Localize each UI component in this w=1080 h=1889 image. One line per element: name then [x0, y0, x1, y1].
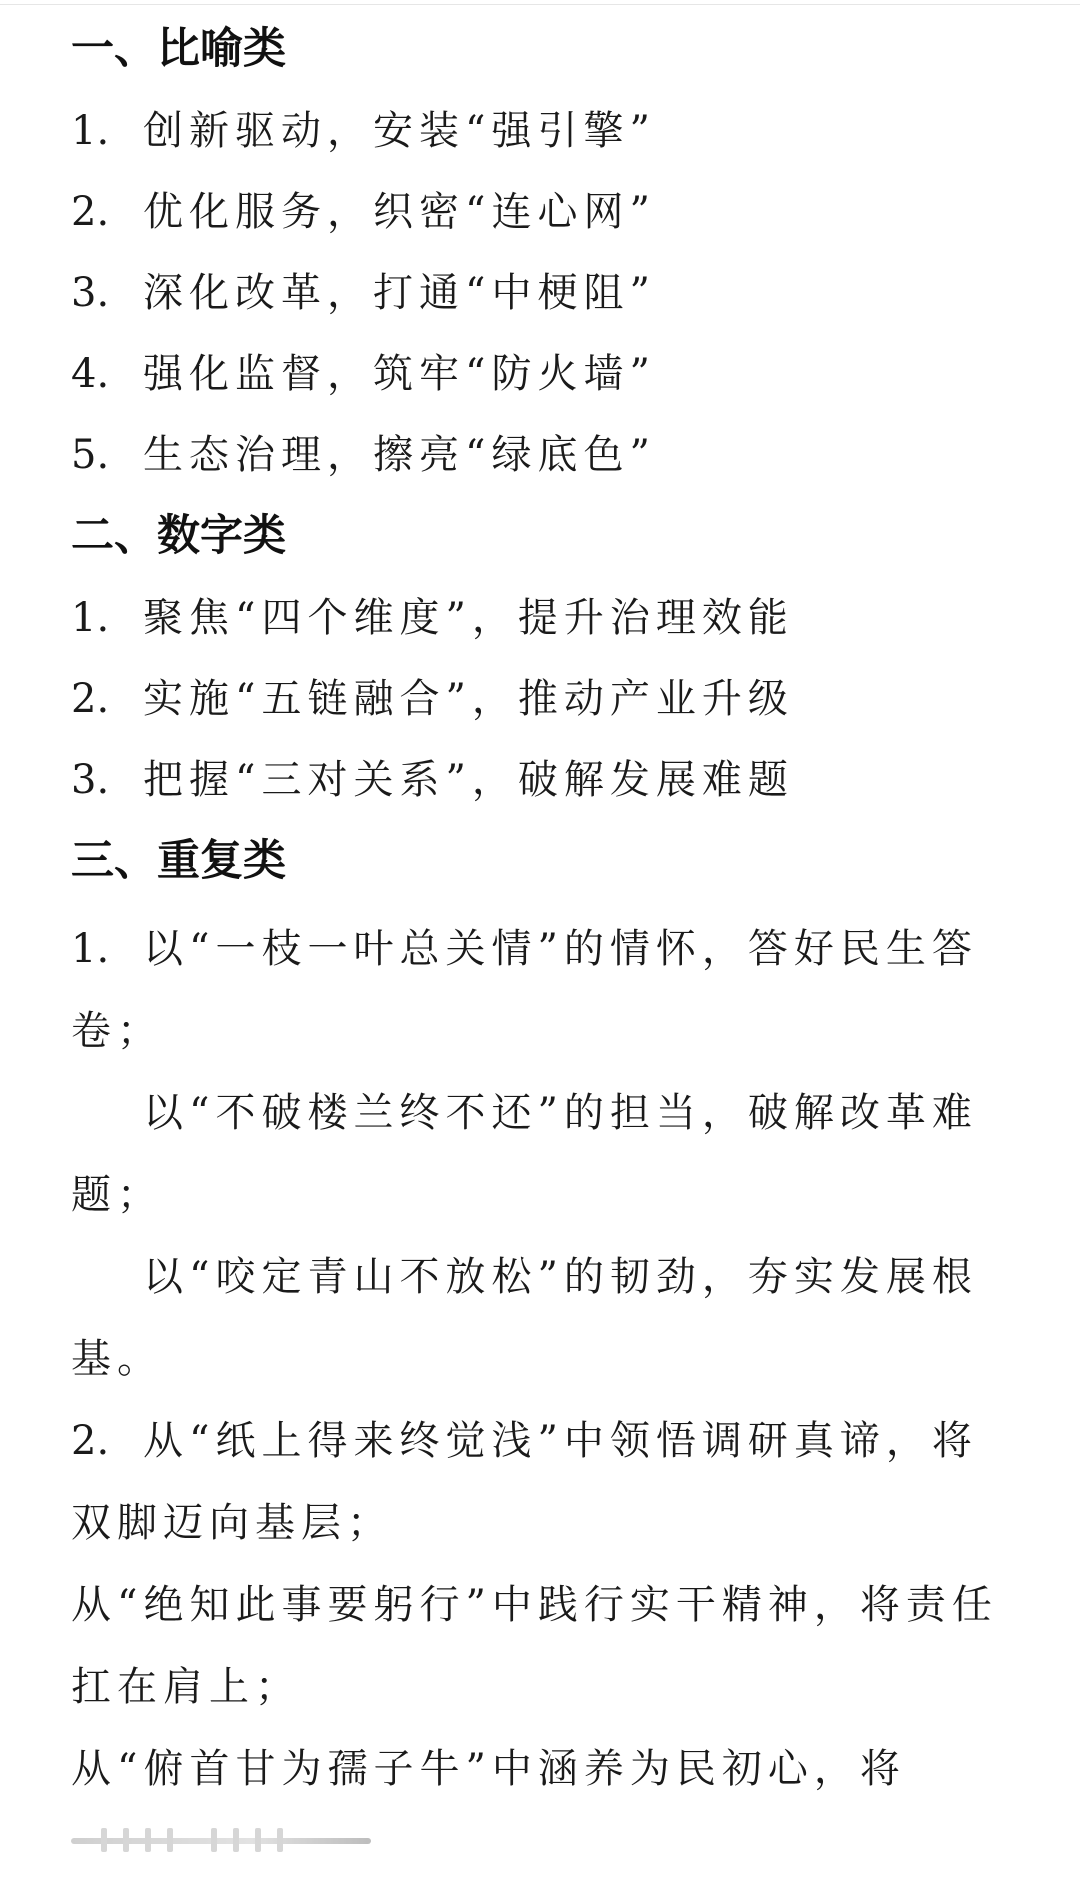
indicator-tick — [101, 1828, 107, 1852]
list-item — [71, 339, 1011, 420]
item-text: 聚焦“四个维度”，提升治理效能 — [143, 595, 794, 641]
paragraph — [71, 1072, 1011, 1236]
indicator-tick — [123, 1828, 129, 1852]
paragraph-text: 以“咬定青山不放松”的韧劲，夯实发展根基。 — [71, 1254, 978, 1382]
paragraph-text: 从“纸上得来终觉浅”中领悟调研真谛，将双脚迈向基层； — [71, 1418, 978, 1546]
item-number: 5. — [71, 432, 110, 478]
paragraph — [71, 1728, 1011, 1810]
indicator-tick — [277, 1828, 283, 1852]
paragraph — [71, 908, 1011, 1072]
document-body — [71, 14, 1011, 1810]
paragraph — [71, 1564, 1011, 1728]
section-heading: 二、数字类 — [71, 511, 286, 561]
item-number: 1. — [71, 108, 110, 154]
item-text: 强化监督，筑牢“防火墙” — [143, 351, 656, 397]
paragraph — [71, 1400, 1011, 1564]
paragraph-text: 以“不破楼兰终不还”的担当，破解改革难题； — [71, 1090, 978, 1218]
truncation-bar — [71, 1838, 371, 1844]
top-divider — [0, 4, 1080, 5]
paragraph-text: 从“绝知此事要躬行”中践行实干精神，将责任扛在肩上； — [71, 1582, 998, 1710]
indicator-tick — [233, 1828, 239, 1852]
paragraph-text: 以“一枝一叶总关情”的情怀，答好民生答卷； — [71, 926, 978, 1054]
list-item — [71, 664, 1011, 745]
list-item — [71, 420, 1011, 501]
list-item — [71, 258, 1011, 339]
item-text: 优化服务，织密“连心网” — [143, 189, 656, 235]
item-number: 3. — [71, 270, 110, 316]
item-number: 4. — [71, 351, 110, 397]
item-number: 2. — [71, 1418, 110, 1464]
item-number: 3. — [71, 757, 110, 803]
item-text: 把握“三对关系”，破解发展难题 — [143, 757, 794, 803]
list-item — [71, 96, 1011, 177]
item-number: 2. — [71, 189, 110, 235]
item-number: 1. — [71, 926, 110, 972]
item-text: 创新驱动，安装“强引擎” — [143, 108, 656, 154]
truncation-indicator — [71, 1828, 371, 1852]
item-text: 深化改革，打通“中梗阻” — [143, 270, 656, 316]
paragraph — [71, 1236, 1011, 1400]
indicator-tick — [167, 1828, 173, 1852]
section-heading: 一、比喻类 — [71, 24, 286, 74]
paragraph-text: 从“俯首甘为孺子牛”中涵养为民初心，将 — [71, 1746, 906, 1792]
list-item — [71, 177, 1011, 258]
item-text: 实施“五链融合”，推动产业升级 — [143, 676, 794, 722]
indicator-tick — [211, 1828, 217, 1852]
list-item — [71, 745, 1011, 826]
item-number: 1. — [71, 595, 110, 641]
item-text: 生态治理，擦亮“绿底色” — [143, 432, 656, 478]
indicator-tick — [145, 1828, 151, 1852]
section-heading: 三、重复类 — [71, 836, 286, 886]
item-number: 2. — [71, 676, 110, 722]
list-item — [71, 583, 1011, 664]
indicator-tick — [255, 1828, 261, 1852]
